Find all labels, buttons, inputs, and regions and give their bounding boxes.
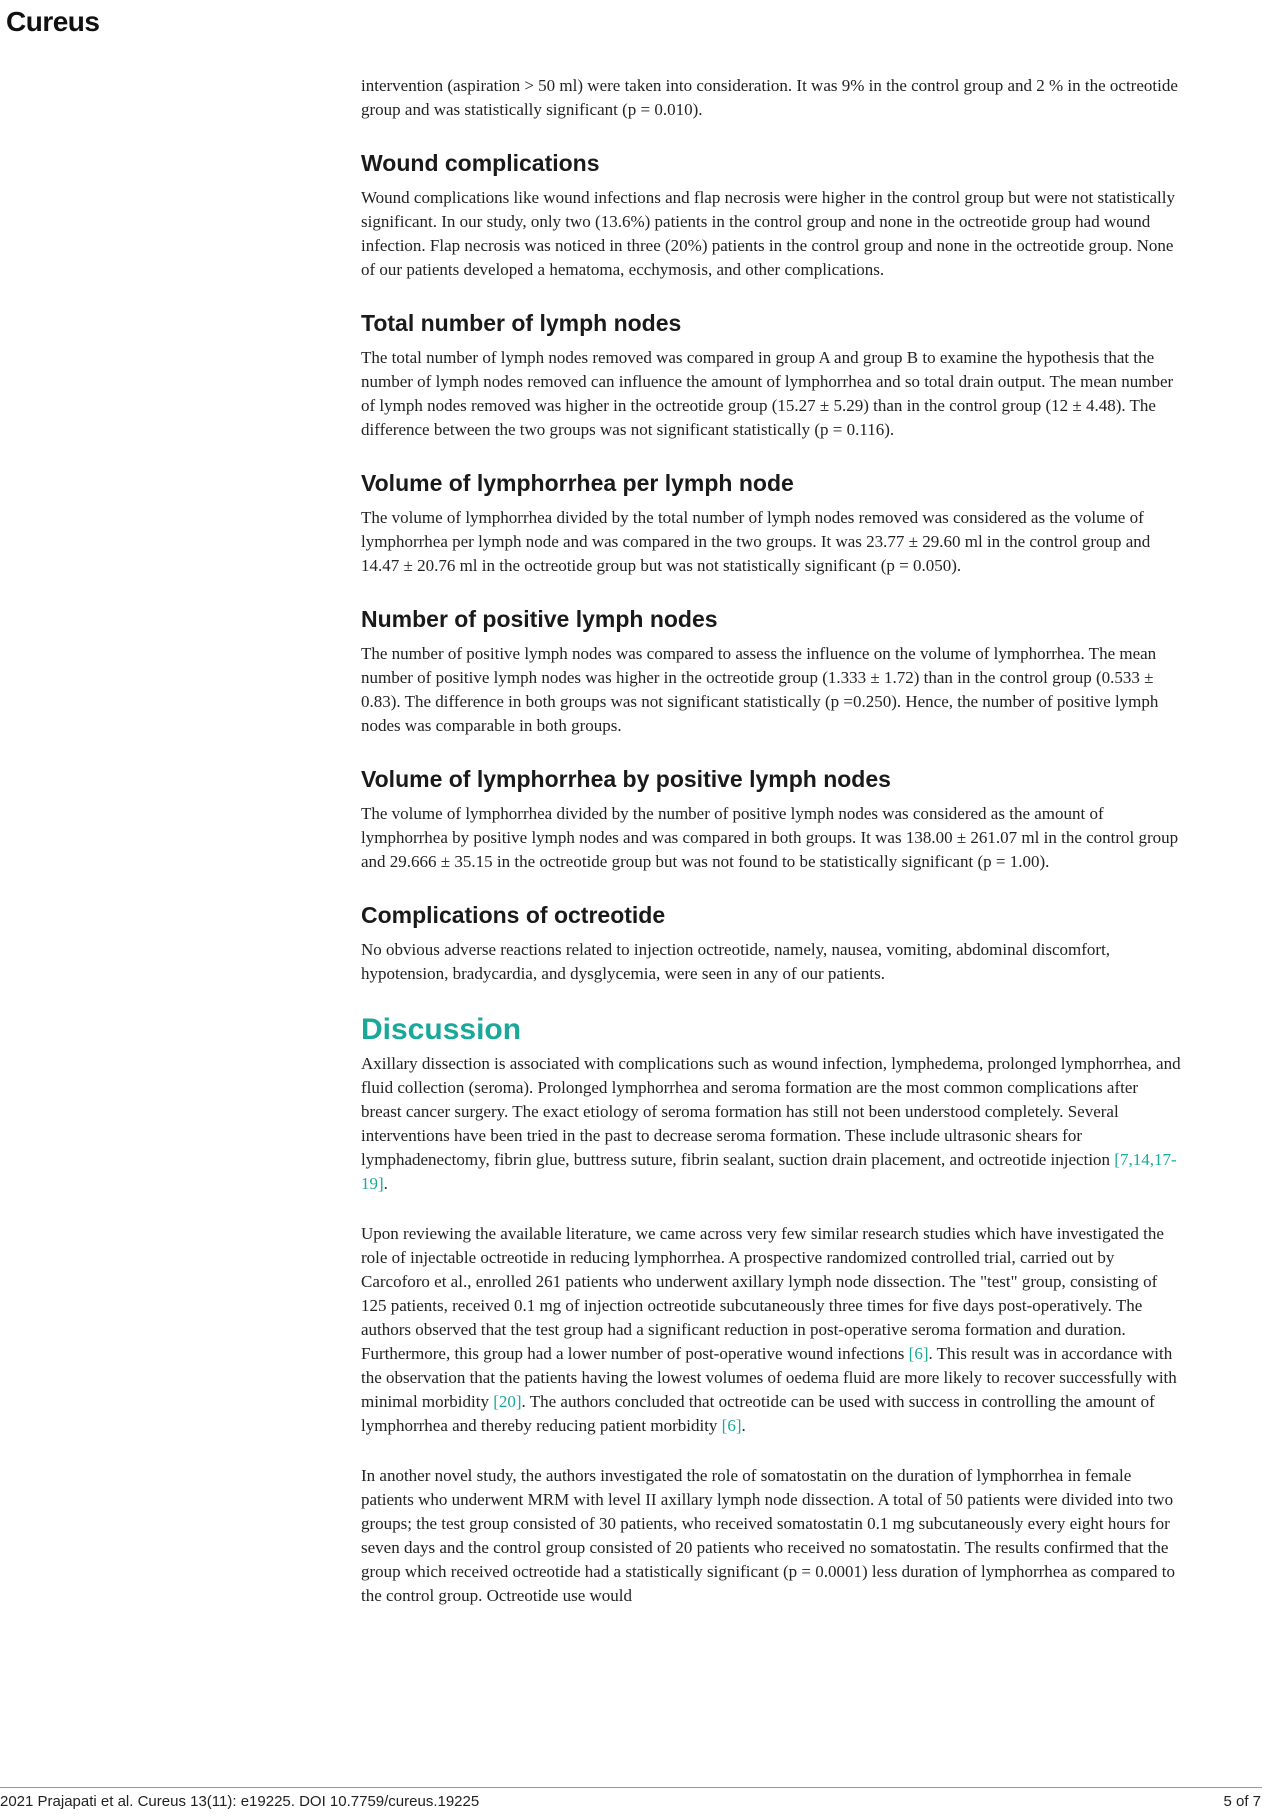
journal-logo: Cureus — [6, 6, 100, 37]
volume-per-node-paragraph: The volume of lymphorrhea divided by the total number of lymph nodes removed was considered as the volume of lymphorrhea per lymph node and was compared in the two groups. It was 23.77 ± 29.60 ml in the control group and 14.47 ± 20.76 ml in the octreotide group but was not statistically significant (p = 0.050). — [361, 508, 1151, 575]
octreotide-complications-paragraph: No obvious adverse reactions related to injection octreotide, namely, nausea, vomiting, abdominal discomfort, hypotension, bradycardia, and dysglycemia, were seen in any of our patients. — [361, 940, 1111, 983]
discussion-2-text-b: . This result was in accordance with the observation that the patients having the lowest volumes of oedema fluid are more likely to recover successfully with minimal morbidity — [361, 1344, 1177, 1411]
discussion-2-text-c: . The authors concluded that octreotide can be used with success in controlling the amount of lymphorrhea and thereby reducing patient morbidity — [361, 1392, 1155, 1435]
volume-by-positive-heading: Volume of lymphorrhea by positive lymph nodes — [361, 766, 891, 792]
positive-lymph-nodes-heading: Number of positive lymph nodes — [361, 606, 718, 632]
discussion-paragraph-3: In another novel study, the authors investigated the role of somatostatin on the duration of lymphorrhea in female patients who underwent MRM with level II axillary lymph node dissection. A total of 50 patients were divided into two groups; the test group consisted of 30 patients, who received somatostatin 0.1 mg subcutaneously every eight hours for seven days and the control group consisted of 20 patients who received no somatostatin. The results confirmed that the group which received octreotide had a statistically significant (p = 0.0001) less duration of lymphorrhea as compared to the control group. Octreotide use would — [361, 1466, 1176, 1605]
citation-link-20[interactable]: [20] — [493, 1392, 522, 1411]
citation-link-7-19[interactable]: [7,14,17-19] — [361, 1150, 1177, 1193]
wound-complications-heading: Wound complications — [361, 150, 600, 176]
positive-lymph-nodes-paragraph: The number of positive lymph nodes was compared to assess the influence on the volume of lymphorrhea. The mean number of positive lymph nodes was higher in the octreotide group (1.333 ± 1.72) than in the control group (0.533 ± 0.83). The difference in both groups was not significant statistically (p =0.250). Hence, the number of positive lymph nodes was comparable in both groups. — [361, 644, 1159, 735]
discussion-2-text-a: Upon reviewing the available literature, we came across very few similar research studies which have investigated the role of injectable octreotide in reducing lymphorrhea. A prospective randomized controlled trial, carried out by Carcoforo et al., enrolled 261 patients who underwent axillary lymph node dissection. The "test" group, consisting of 125 patients, received 0.1 mg of injection octreotide subcutaneously three times for five days post-operatively. The authors observed that the test group had a significant reduction in post-operative seroma formation and duration. Furthermore, this group had a lower number of post-operative wound infections — [361, 1224, 1164, 1363]
total-lymph-nodes-paragraph: The total number of lymph nodes removed was compared in group A and group B to examine the hypothesis that the number of lymph nodes removed can influence the amount of lymphorrhea and so total drain output. The mean number of lymph nodes removed was higher in the octreotide group (15.27 ± 5.29) than in the control group (12 ± 4.48). The difference between the two groups was not significant statistically (p = 0.116). — [361, 348, 1174, 439]
intro-paragraph: intervention (aspiration > 50 ml) were taken into consideration. It was 9% in the control group and 2 % in the octreotide group and was statistically significant (p = 0.010). — [361, 76, 1178, 119]
article-body — [361, 74, 1181, 1608]
citation-link-6-second[interactable]: [6] — [721, 1416, 742, 1435]
footer-citation: 2021 Prajapati et al. Cureus 13(11): e19225. DOI 10.7759/cureus.19225 — [0, 1793, 480, 1810]
discussion-paragraph-2: Upon reviewing the available literature, we came across very few similar research studies which have investigated the role of injectable octreotide in reducing lymphorrhea. A prospective randomized controlled trial, carried out by Carcoforo et al., enrolled 261 patients who underwent axillary lymph node dissection. The "test" group, consisting of 125 patients, received 0.1 mg of injection octreotide subcutaneously three times for five days post-operatively. The authors observed that the test group had a significant reduction in post-operative seroma formation and duration. Furthermore, this group had a lower number of post-operative wound infections [6]. This result was in accordance with the observation that the patients having the lowest volumes of oedema fluid are more likely to recover successfully with minimal morbidity [20]. The authors concluded that octreotide can be used with success in controlling the amount of lymphorrhea and thereby reducing patient morbidity [6]. — [361, 1224, 1177, 1435]
footer-divider — [0, 1787, 1262, 1788]
discussion-1-text: Axillary dissection is associated with complications such as wound infection, lymphedema, prolonged lymphorrhea, and fluid collection (seroma). Prolonged lymphorrhea and seroma formation are the most common complications after breast cancer surgery. The exact etiology of seroma formation has still not been understood completely. Several interventions have been tried in the past to decrease seroma formation. These include ultrasonic shears for lymphadenectomy, fibrin glue, buttress suture, fibrin sealant, suction drain placement, and octreotide injection — [361, 1054, 1181, 1169]
discussion-paragraph-1: Axillary dissection is associated with complications such as wound infection, lymphedema, prolonged lymphorrhea, and fluid collection (seroma). Prolonged lymphorrhea and seroma formation are the most common complications after breast cancer surgery. The exact etiology of seroma formation has still not been understood completely. Several interventions have been tried in the past to decrease seroma formation. These include ultrasonic shears for lymphadenectomy, fibrin glue, buttress suture, fibrin sealant, suction drain placement, and octreotide injection [7,14,17-19]. — [361, 1054, 1181, 1193]
page-number: 5 of 7 — [1223, 1793, 1261, 1810]
octreotide-complications-heading: Complications of octreotide — [361, 902, 666, 928]
discussion-heading: Discussion — [361, 1013, 522, 1046]
wound-complications-paragraph: Wound complications like wound infections and flap necrosis were higher in the control group but were not statistically significant. In our study, only two (13.6%) patients in the control group and none in the octreotide group had wound infection. Flap necrosis was noticed in three (20%) patients in the control group and none in the octreotide group. None of our patients developed a hematoma, ecchymosis, and other complications. — [361, 188, 1175, 279]
citation-link-6[interactable]: [6] — [908, 1344, 929, 1363]
volume-per-node-heading: Volume of lymphorrhea per lymph node — [361, 470, 794, 496]
total-lymph-nodes-heading: Total number of lymph nodes — [361, 310, 682, 336]
volume-by-positive-paragraph: The volume of lymphorrhea divided by the number of positive lymph nodes was considered as the amount of lymphorrhea by positive lymph nodes and was compared in both groups. It was 138.00 ± 261.07 ml in the control group and 29.666 ± 35.15 in the octreotide group but was not found to be statistically significant (p = 1.00). — [361, 804, 1179, 871]
